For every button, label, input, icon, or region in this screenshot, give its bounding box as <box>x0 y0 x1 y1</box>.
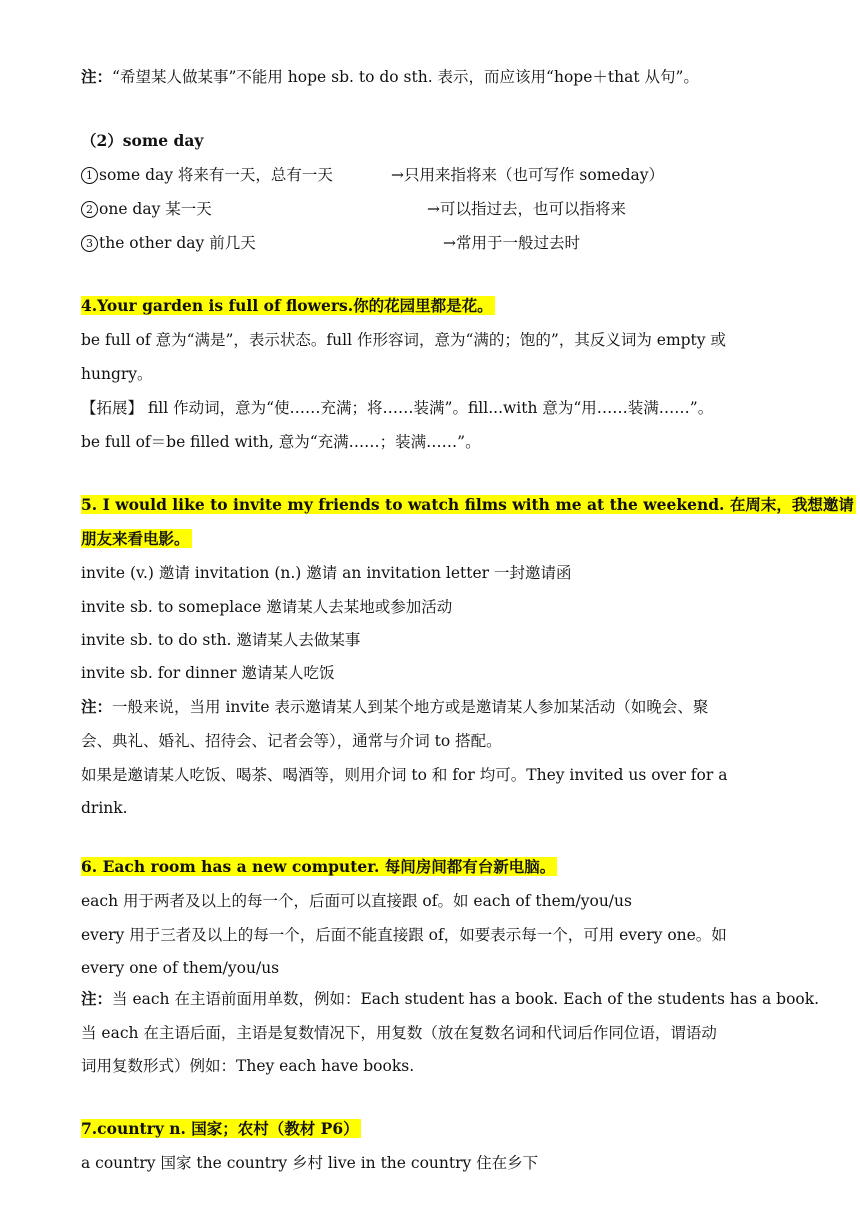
section-5-note <box>81 696 708 718</box>
item-note: →常用于一般过去时 <box>443 234 580 252</box>
section-5-text: invite (v.) 邀请 invitation (n.) 邀请 an invitation letter 一封邀请函 <box>81 564 572 582</box>
section-6-text: every one of them/you/us <box>81 959 280 977</box>
extension-text: fill 作动词，意为“使……充满；将……装满”。fill...with 意为“用……装满……”。 <box>143 399 714 417</box>
note-hope <box>81 66 699 88</box>
section-5-text: invite sb. for dinner 邀请某人吃饭 <box>81 664 335 682</box>
section-5-text: invite sb. to someplace 邀请某人去某地或参加活动 <box>81 598 453 616</box>
section-5-text: 如果是邀请某人吃饭、喝茶、喝酒等，则用介词 to 和 for 均可。They invited us over for a <box>81 766 728 784</box>
some-day-heading: （2）some day <box>81 131 204 150</box>
some-day-item-1 <box>81 164 333 186</box>
note-label: 注： <box>81 989 113 1008</box>
section-6-text: 词用复数形式）例如：They each have books. <box>81 1057 415 1075</box>
section-4-extension <box>81 397 713 419</box>
note-label: 注： <box>81 67 113 86</box>
item-note: →只用来指将来（也可写作 someday） <box>391 166 664 184</box>
highlighted-title: 7.country n. 国家；农村（教材 P6） <box>81 1119 359 1138</box>
item-term: some day 将来有一天，总有一天 <box>99 166 333 184</box>
section-4-text: hungry。 <box>81 365 153 383</box>
section-6-text: each 用于两者及以上的每一个，后面可以直接跟 of。如 each of them/you/us <box>81 892 632 910</box>
section-5-text: invite sb. to do sth. 邀请某人去做某事 <box>81 631 361 649</box>
section-6-text: every 用于三者及以上的每一个，后面不能直接跟 of，如要表示每一个，可用 every one。如 <box>81 926 727 944</box>
note-text: 一般来说，当用 invite 表示邀请某人到某个地方或是邀请某人参加某活动（如晚会、聚 <box>112 698 709 716</box>
highlighted-title: 5. I would like to invite my friends to watch films with me at the weekend. 在周末，我想邀请 <box>81 495 854 514</box>
section-6-note <box>81 988 819 1010</box>
highlighted-title: 6. Each room has a new computer. 每间房间都有台新电脑。 <box>81 857 556 876</box>
section-4-title <box>81 295 495 317</box>
circled-number: 2 <box>81 201 98 218</box>
note-text: 当 each 在主语前面用单数，例如：Each student has a book. Each of the students has a book. <box>112 990 820 1008</box>
some-day-item-2 <box>81 198 212 220</box>
note-label: 注： <box>81 697 113 716</box>
circled-number: 3 <box>81 235 98 252</box>
section-6-text: 当 each 在主语后面，主语是复数情况下，用复数（放在复数名词和代词后作同位语，谓语动 <box>81 1024 717 1042</box>
section-7-text: a country 国家 the country 乡村 live in the country 住在乡下 <box>81 1154 539 1172</box>
section-4-text: be full of＝be filled with, 意为“充满……；装满……”。 <box>81 433 481 451</box>
section-5-title <box>81 494 856 516</box>
section-5-text: drink. <box>81 799 128 817</box>
item-term: the other day 前几天 <box>99 234 256 252</box>
section-4-text: be full of 意为“满是”，表示状态。full 作形容词，意为“满的；饱的”，其反义词为 empty 或 <box>81 331 726 349</box>
item-term: one day 某一天 <box>99 200 212 218</box>
circled-number: 1 <box>81 167 98 184</box>
section-5-text: 会、典礼、婚礼、招待会、记者会等），通常与介词 to 搭配。 <box>81 732 502 750</box>
extension-label: 【拓展】 <box>81 399 144 417</box>
section-5-title-cont <box>81 528 192 550</box>
highlighted-title: 4.Your garden is full of flowers.你的花园里都是花。 <box>81 296 493 315</box>
note-text: “希望某人做某事”不能用 hope sb. to do sth. 表示，而应该用“hope＋that 从句”。 <box>112 68 699 86</box>
section-6-title <box>81 856 557 878</box>
highlighted-title: 朋友来看电影。 <box>81 529 190 548</box>
some-day-item-3 <box>81 232 256 254</box>
item-note: →可以指过去，也可以指将来 <box>427 200 626 218</box>
section-7-title <box>81 1118 361 1140</box>
